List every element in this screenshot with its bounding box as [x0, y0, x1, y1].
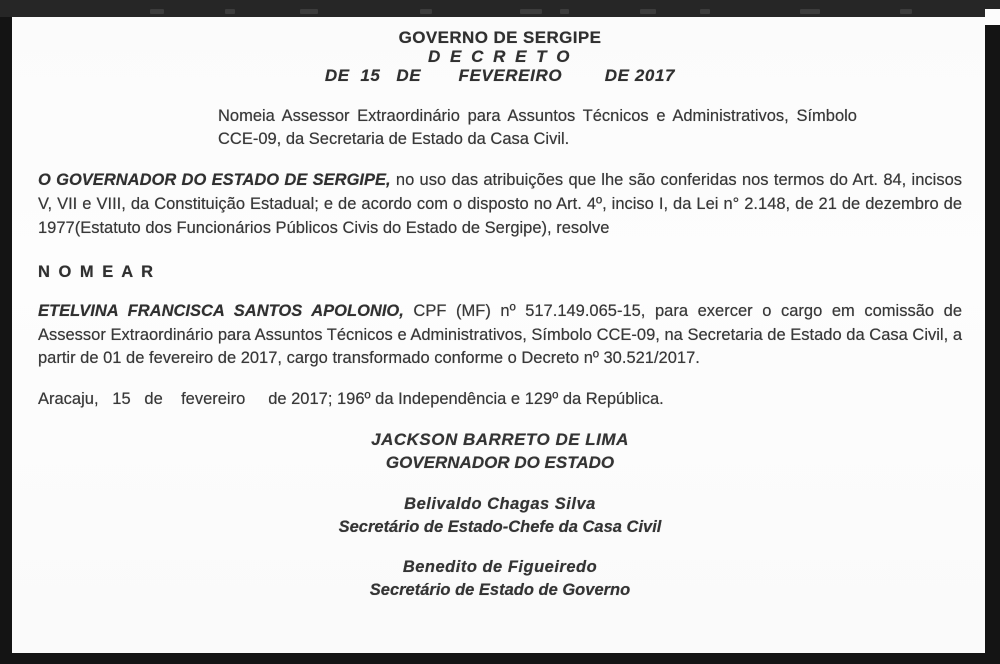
scan-glyph-fragment: [150, 9, 164, 14]
decree-preamble: [38, 168, 962, 240]
decree-document-page: [12, 17, 985, 653]
signature-block-governo: [38, 556, 962, 602]
decree-content: [12, 17, 985, 653]
scan-glyph-fragment: [560, 9, 569, 14]
document-date-line: DE 15 DE FEVEREIRO DE 2017: [324, 66, 676, 85]
scan-glyph-fragment: [640, 9, 656, 14]
scan-glyph-fragment: [225, 9, 235, 14]
signature-block-governor: [38, 428, 962, 474]
appointment-body: CPF (MF) nº 517.149.065-15, para exercer o cargo em comissão de Assessor Extraordinário para Assuntos Técnicos e Administrativos, Símbolo CCE-09, na Secretaria de Estado da Casa Civil, a partir de 01 de fevereiro de 2017, cargo transformado conforme o Decreto nº 30.521/2017.: [38, 302, 962, 367]
scan-glyph-fragment: [900, 9, 912, 14]
scan-artifact-top-bar: [0, 0, 1000, 17]
preamble-body: no uso das atribuições que lhe são conferidas nos termos do Art. 84, incisos V, VII e VIII, da Constituição Estadual; e de acordo com o disposto no Art. 4º, inciso I, da Lei n° 2.148, de 21 de dezembro de 1977(Estatuto dos Funcionários Públicos Civis do Estado de Sergipe), resolve: [38, 171, 962, 237]
government-name: GOVERNO DE SERGIPE: [398, 28, 602, 47]
signer-name: Benedito de Figueiredo: [402, 557, 598, 576]
decree-dateline: Aracaju, 15 de fevereiro de 2017; 196º da Independência e 129º da República.: [38, 390, 664, 408]
signer-title: Secretário de Estado de Governo: [369, 580, 631, 599]
appointee-name: ETELVINA FRANCISCA SANTOS APOLONIO,: [38, 302, 404, 320]
document-type-title: D E C R E T O: [428, 47, 572, 66]
decree-summary: Nomeia Assessor Extraordinário para Assuntos Técnicos e Administrativos, Símbolo CCE-09, da Secretaria de Estado da Casa Civil.: [218, 107, 857, 148]
scan-glyph-fragment: [700, 9, 710, 14]
signer-name: JACKSON BARRETO DE LIMA: [371, 429, 629, 449]
scan-glyph-fragment: [520, 9, 542, 14]
preamble-lead: O GOVERNADOR DO ESTADO DE SERGIPE,: [38, 171, 391, 189]
scan-artifact-corner: [985, 9, 1000, 25]
scan-glyph-fragment: [300, 9, 318, 14]
appointment-paragraph: [38, 300, 962, 371]
signer-title: Secretário de Estado-Chefe da Casa Civil: [338, 517, 662, 536]
scan-glyph-fragment: [800, 9, 820, 14]
signer-name: Belivaldo Chagas Silva: [404, 494, 596, 513]
scan-glyph-fragment: [420, 9, 432, 14]
signer-title: GOVERNADOR DO ESTADO: [385, 452, 615, 472]
decree-action-word: N O M E A R: [38, 263, 156, 281]
signature-block-casa-civil: [38, 493, 962, 539]
decree-header: [38, 17, 962, 85]
